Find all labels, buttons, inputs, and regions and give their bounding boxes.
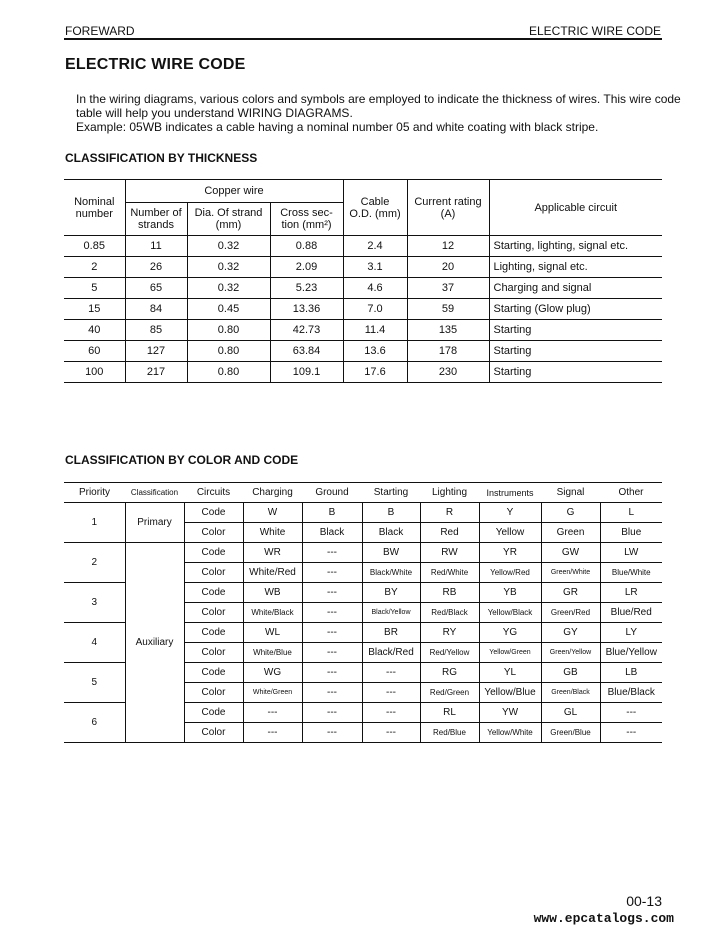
table-row [64,362,662,383]
table-cell: 0.32 [187,257,270,278]
code-cell: RG [420,663,479,683]
color-label: Color [184,603,243,623]
table-cell: 37 [407,278,489,299]
color-cell: White [243,523,302,543]
classification-primary: Primary [125,503,184,543]
color-cell: Green [541,523,600,543]
table-cell: 63.84 [270,341,343,362]
code-cell: --- [362,663,420,683]
table-row [64,257,662,278]
code-cell: YG [479,623,541,643]
table-cell: 84 [125,299,187,320]
table-cell: 65 [125,278,187,299]
table-cell: 2 [64,257,125,278]
code-cell: LW [600,543,662,563]
classification-auxiliary: Auxiliary [125,543,184,743]
code-cell: WG [243,663,302,683]
table-cell: Starting [489,362,662,383]
table-row [64,320,662,341]
col-circuits: Circuits [184,483,243,503]
code-cell: BY [362,583,420,603]
color-cell: Red/Yellow [420,643,479,663]
code-cell: GW [541,543,600,563]
code-cell: WR [243,543,302,563]
color-cell: Black/Red [362,643,420,663]
code-label: Code [184,623,243,643]
col-dia: Dia. Of strand (mm) [187,203,270,236]
table-cell: 60 [64,341,125,362]
color-cell: Black [302,523,362,543]
table-row [64,503,662,523]
color-cell: Black/Yellow [362,603,420,623]
code-cell: RY [420,623,479,643]
color-cell: Red/Blue [420,723,479,743]
color-label: Color [184,723,243,743]
code-cell: LB [600,663,662,683]
code-label: Code [184,583,243,603]
table-cell: 0.80 [187,362,270,383]
table-cell: Starting, lighting, signal etc. [489,236,662,257]
color-cell: Blue/Black [600,683,662,703]
color-cell: --- [302,563,362,583]
col-cross-section: Cross sec- tion (mm²) [270,203,343,236]
page-title: ELECTRIC WIRE CODE [65,56,246,73]
color-cell: Green/Black [541,683,600,703]
table-cell: 2.4 [343,236,407,257]
color-cell: --- [302,723,362,743]
table-cell: 0.32 [187,236,270,257]
thickness-heading: CLASSIFICATION BY THICKNESS [65,151,258,165]
table-cell: 178 [407,341,489,362]
code-cell: WL [243,623,302,643]
table-cell: 100 [64,362,125,383]
code-cell: Y [479,503,541,523]
code-label: Code [184,543,243,563]
table-cell: 230 [407,362,489,383]
color-cell: --- [302,643,362,663]
code-cell: WB [243,583,302,603]
table-cell: 11 [125,236,187,257]
code-cell: RL [420,703,479,723]
table-cell: 5.23 [270,278,343,299]
table-cell: 0.80 [187,341,270,362]
color-cell: Black [362,523,420,543]
color-label: Color [184,683,243,703]
table-cell: 5 [64,278,125,299]
color-cell: --- [362,723,420,743]
color-cell: Yellow/Red [479,563,541,583]
watermark: www.epcatalogs.com [533,911,674,926]
code-label: Code [184,703,243,723]
table-cell: Charging and signal [489,278,662,299]
code-cell: YL [479,663,541,683]
color-cell: Yellow/Black [479,603,541,623]
table-cell: 0.85 [64,236,125,257]
table-cell: 2.09 [270,257,343,278]
color-cell: Green/Blue [541,723,600,743]
table-cell: Starting [489,320,662,341]
table-cell: 217 [125,362,187,383]
color-cell: Red/Black [420,603,479,623]
color-cell: --- [243,723,302,743]
code-cell: B [362,503,420,523]
color-label: Color [184,643,243,663]
table-cell: 59 [407,299,489,320]
color-cell: Blue/White [600,563,662,583]
color-cell: --- [302,603,362,623]
header-chapter: ELECTRIC WIRE CODE [528,24,661,38]
color-heading: CLASSIFICATION BY COLOR AND CODE [65,453,299,467]
code-cell: BR [362,623,420,643]
page-header [64,22,662,40]
color-cell: White/Blue [243,643,302,663]
table-cell: 20 [407,257,489,278]
col-copper-wire: Copper wire [125,180,343,203]
table-cell: 26 [125,257,187,278]
table-row [64,341,662,362]
code-cell: L [600,503,662,523]
table-cell: 7.0 [343,299,407,320]
table-row [64,236,662,257]
color-code-table [64,482,662,743]
table-cell: 135 [407,320,489,341]
col-ground: Ground [302,483,362,503]
code-cell: YW [479,703,541,723]
table-cell: 0.45 [187,299,270,320]
priority-cell: 6 [64,703,125,743]
col-classification: Classification [125,483,184,503]
col-instruments: Instruments [479,483,541,503]
code-cell: --- [302,663,362,683]
intro-line: In the wiring diagrams, various colors and symbols are employed to indicate the thickness of wires. This wire code [76,92,681,106]
table-cell: 109.1 [270,362,343,383]
color-cell: Yellow [479,523,541,543]
code-cell: R [420,503,479,523]
table-cell: 85 [125,320,187,341]
code-cell: --- [362,703,420,723]
color-cell: Green/White [541,563,600,583]
color-cell: Yellow/White [479,723,541,743]
color-cell: --- [362,683,420,703]
color-cell: Yellow/Blue [479,683,541,703]
intro-line: Example: 05WB indicates a cable having a nominal number 05 and white coating with black stripe. [76,120,599,134]
code-label: Code [184,663,243,683]
col-applicable-circuit: Applicable circuit [489,180,662,236]
table-cell: 17.6 [343,362,407,383]
color-cell: Yellow/Green [479,643,541,663]
header-section: FOREWARD [65,24,135,38]
table-cell: Starting (Glow plug) [489,299,662,320]
code-cell: YR [479,543,541,563]
code-cell: B [302,503,362,523]
intro-text [76,92,681,134]
color-cell: Red/Green [420,683,479,703]
col-nominal: Nominal number [64,180,125,236]
table-cell: 3.1 [343,257,407,278]
code-cell: BW [362,543,420,563]
color-cell: Blue/Red [600,603,662,623]
table-cell: 42.73 [270,320,343,341]
table-cell: 0.88 [270,236,343,257]
page-number: 00-13 [626,893,662,909]
table-cell: 0.80 [187,320,270,341]
color-cell: --- [600,723,662,743]
code-cell: GY [541,623,600,643]
code-cell: W [243,503,302,523]
code-cell: --- [600,703,662,723]
table-cell: Starting [489,341,662,362]
code-cell: RW [420,543,479,563]
color-cell: White/Black [243,603,302,623]
table-cell: 40 [64,320,125,341]
col-charging: Charging [243,483,302,503]
priority-cell: 5 [64,663,125,703]
color-cell: Black/White [362,563,420,583]
code-cell: --- [302,583,362,603]
color-cell: Blue [600,523,662,543]
table-cell: 13.36 [270,299,343,320]
col-strands: Number of strands [125,203,187,236]
code-cell: --- [302,623,362,643]
table-cell: 127 [125,341,187,362]
table-cell: 13.6 [343,341,407,362]
color-cell: White/Green [243,683,302,703]
table-row [64,299,662,320]
table-cell: 11.4 [343,320,407,341]
code-cell: LY [600,623,662,643]
code-cell: --- [302,703,362,723]
color-label: Color [184,523,243,543]
color-cell: --- [302,683,362,703]
table-cell: 0.32 [187,278,270,299]
col-starting: Starting [362,483,420,503]
col-priority: Priority [64,483,125,503]
table-cell: 4.6 [343,278,407,299]
code-cell: YB [479,583,541,603]
col-cable-od: Cable O.D. (mm) [343,180,407,236]
color-cell: Green/Yellow [541,643,600,663]
table-cell: Lighting, signal etc. [489,257,662,278]
code-cell: GR [541,583,600,603]
col-signal: Signal [541,483,600,503]
priority-cell: 1 [64,503,125,543]
code-cell: GL [541,703,600,723]
table-row [64,543,662,563]
code-cell: --- [243,703,302,723]
color-cell: Blue/Yellow [600,643,662,663]
color-label: Color [184,563,243,583]
code-cell: LR [600,583,662,603]
col-lighting: Lighting [420,483,479,503]
priority-cell: 3 [64,583,125,623]
code-cell: G [541,503,600,523]
intro-line: table will help you understand WIRING DIAGRAMS. [76,106,353,120]
thickness-table [64,179,662,383]
color-cell: Red/White [420,563,479,583]
code-cell: GB [541,663,600,683]
code-label: Code [184,503,243,523]
table-cell: 15 [64,299,125,320]
color-cell: White/Red [243,563,302,583]
code-cell: --- [302,543,362,563]
col-current-rating: Current rating (A) [407,180,489,236]
priority-cell: 2 [64,543,125,583]
table-row [64,278,662,299]
priority-cell: 4 [64,623,125,663]
color-cell: Red [420,523,479,543]
color-cell: Green/Red [541,603,600,623]
col-other: Other [600,483,662,503]
table-cell: 12 [407,236,489,257]
code-cell: RB [420,583,479,603]
